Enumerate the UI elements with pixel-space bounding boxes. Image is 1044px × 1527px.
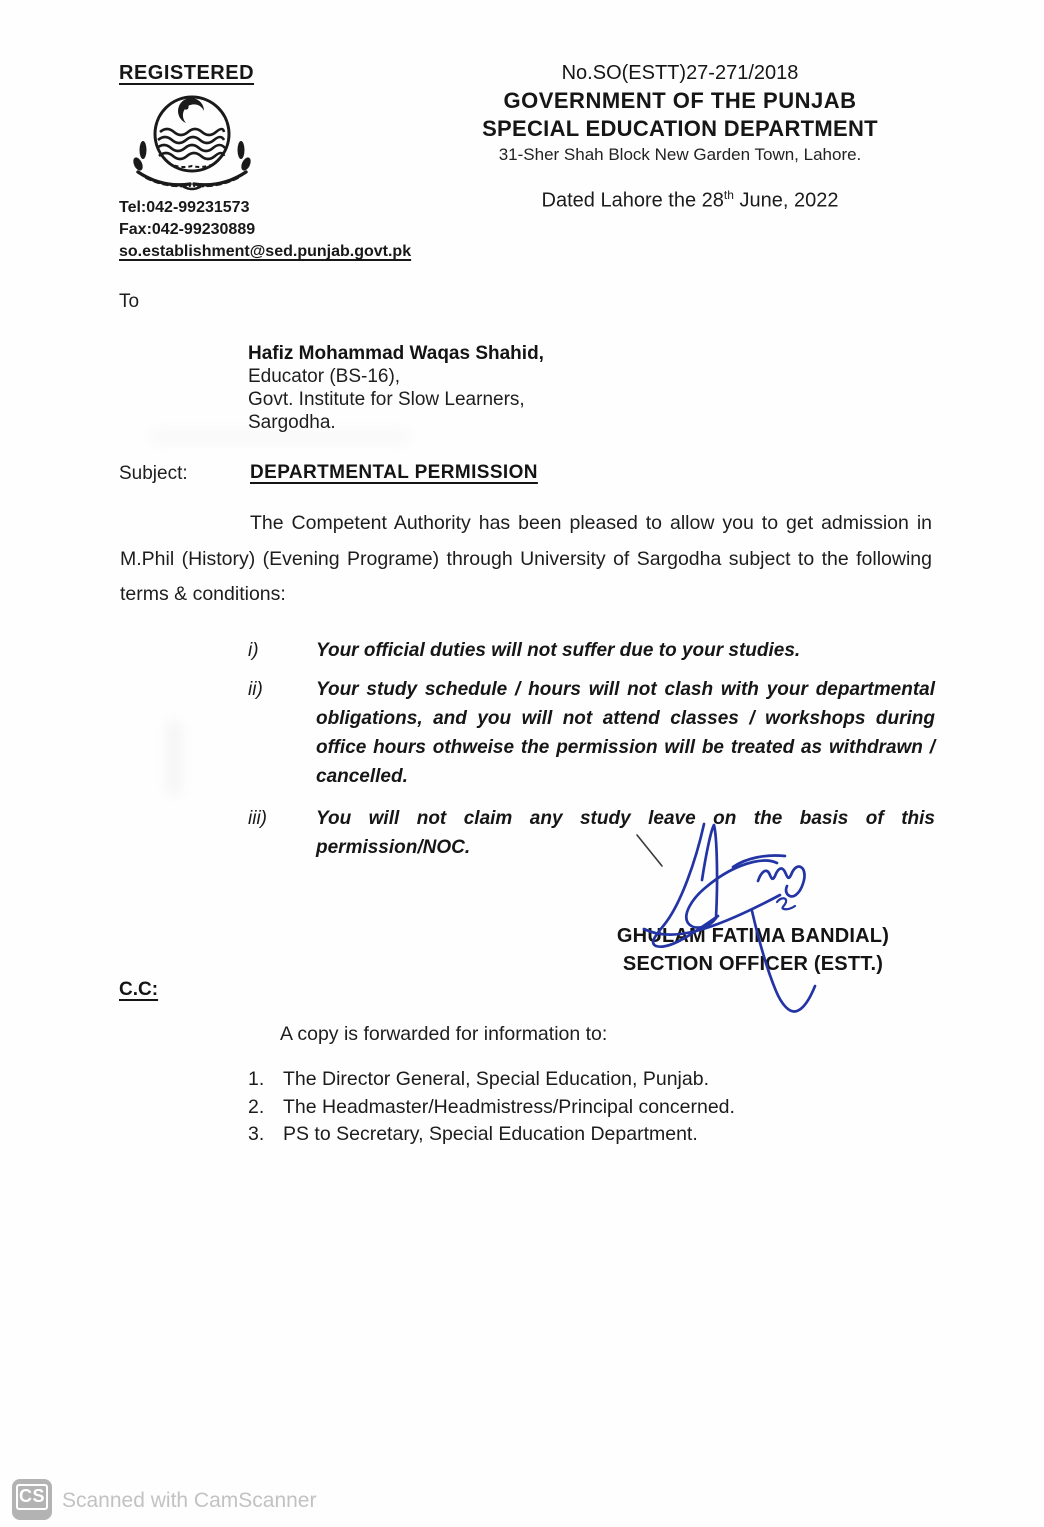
department-title: SPECIAL EDUCATION DEPARTMENT bbox=[482, 116, 878, 141]
condition-text: Your official duties will not suffer due to your studies. bbox=[316, 640, 801, 661]
cc-item-text: The Headmaster/Headmistress/Principal concerned. bbox=[283, 1095, 735, 1118]
email-line: so.establishment@sed.punjab.govt.pk bbox=[119, 243, 412, 260]
date-ordinal: th bbox=[723, 188, 734, 202]
scan-artifact bbox=[166, 722, 182, 794]
condition-item bbox=[248, 675, 935, 791]
cc-item-number: 2. bbox=[248, 1095, 265, 1118]
cc-item-number: 3. bbox=[248, 1123, 265, 1145]
cc-item bbox=[248, 1066, 735, 1094]
fax-line: Fax:042-99230889 bbox=[119, 221, 256, 238]
letterhead-right bbox=[430, 62, 930, 165]
punjab-crest-logo-icon bbox=[126, 92, 258, 194]
officer-name: GHULAM FATIMA BANDIAL) bbox=[616, 925, 890, 947]
recipient-city: Sargodha. bbox=[248, 412, 336, 433]
cc-item-text: PS to Secretary, Special Education Department. bbox=[283, 1123, 698, 1145]
condition-item bbox=[248, 804, 935, 862]
cc-item-text: The Director General, Special Education, Punjab. bbox=[283, 1068, 709, 1090]
date-line bbox=[500, 188, 880, 213]
recipient-designation: Educator (BS-16), bbox=[248, 366, 401, 387]
officer-signature-block bbox=[588, 922, 918, 978]
subject-label: Subject: bbox=[119, 463, 188, 484]
recipient-name: Hafiz Mohammad Waqas Shahid, bbox=[248, 343, 544, 364]
government-title: GOVERNMENT OF THE PUNJAB bbox=[503, 88, 857, 113]
camscanner-logo-icon bbox=[12, 1479, 52, 1520]
date-prefix: Dated Lahore the 28 bbox=[541, 189, 724, 212]
condition-text: Your study schedule / hours will not clash with your departmental obligations, and you will not attend classes / workshops during office hours othweise the permission will be treated as withdrawn / cancelled. bbox=[316, 679, 935, 787]
date-suffix: June, 2022 bbox=[733, 189, 839, 212]
contact-block bbox=[119, 197, 411, 263]
condition-numeral: i) bbox=[248, 640, 259, 661]
reference-number: No.SO(ESTT)27-271/2018 bbox=[561, 62, 799, 84]
tel-line: Tel:042-99231573 bbox=[119, 199, 250, 216]
condition-numeral: iii) bbox=[248, 808, 267, 829]
subject-title: DEPARTMENTAL PERMISSION bbox=[250, 462, 538, 483]
department-address: 31-Sher Shah Block New Garden Town, Lahore. bbox=[498, 145, 862, 164]
cc-item-number: 1. bbox=[248, 1068, 265, 1090]
registered-label: REGISTERED bbox=[119, 62, 255, 84]
body-paragraph: The Competent Authority has been pleased to allow you to get admission in M.Phil (History) (Evening Programe) through University of Sargodha subject to the following terms & conditions: bbox=[120, 512, 932, 605]
condition-text: You will not claim any study leave on the basis of this permission/NOC. bbox=[316, 808, 935, 858]
camscanner-badge-letters: CS bbox=[16, 1484, 48, 1510]
condition-item bbox=[248, 636, 935, 665]
conditions-list bbox=[248, 636, 935, 872]
recipient-institute: Govt. Institute for Slow Learners, bbox=[248, 389, 525, 410]
cc-item bbox=[248, 1121, 735, 1149]
officer-title: SECTION OFFICER (ESTT.) bbox=[622, 953, 884, 975]
cc-list bbox=[248, 1066, 735, 1149]
cc-label: C.C: bbox=[119, 979, 159, 1000]
salutation-to: To bbox=[119, 291, 140, 312]
recipient-block bbox=[248, 342, 544, 434]
cc-item bbox=[248, 1094, 735, 1122]
cc-intro: A copy is forwarded for information to: bbox=[280, 1023, 608, 1045]
condition-numeral: ii) bbox=[248, 679, 263, 700]
camscanner-watermark-text: Scanned with CamScanner bbox=[62, 1489, 317, 1512]
